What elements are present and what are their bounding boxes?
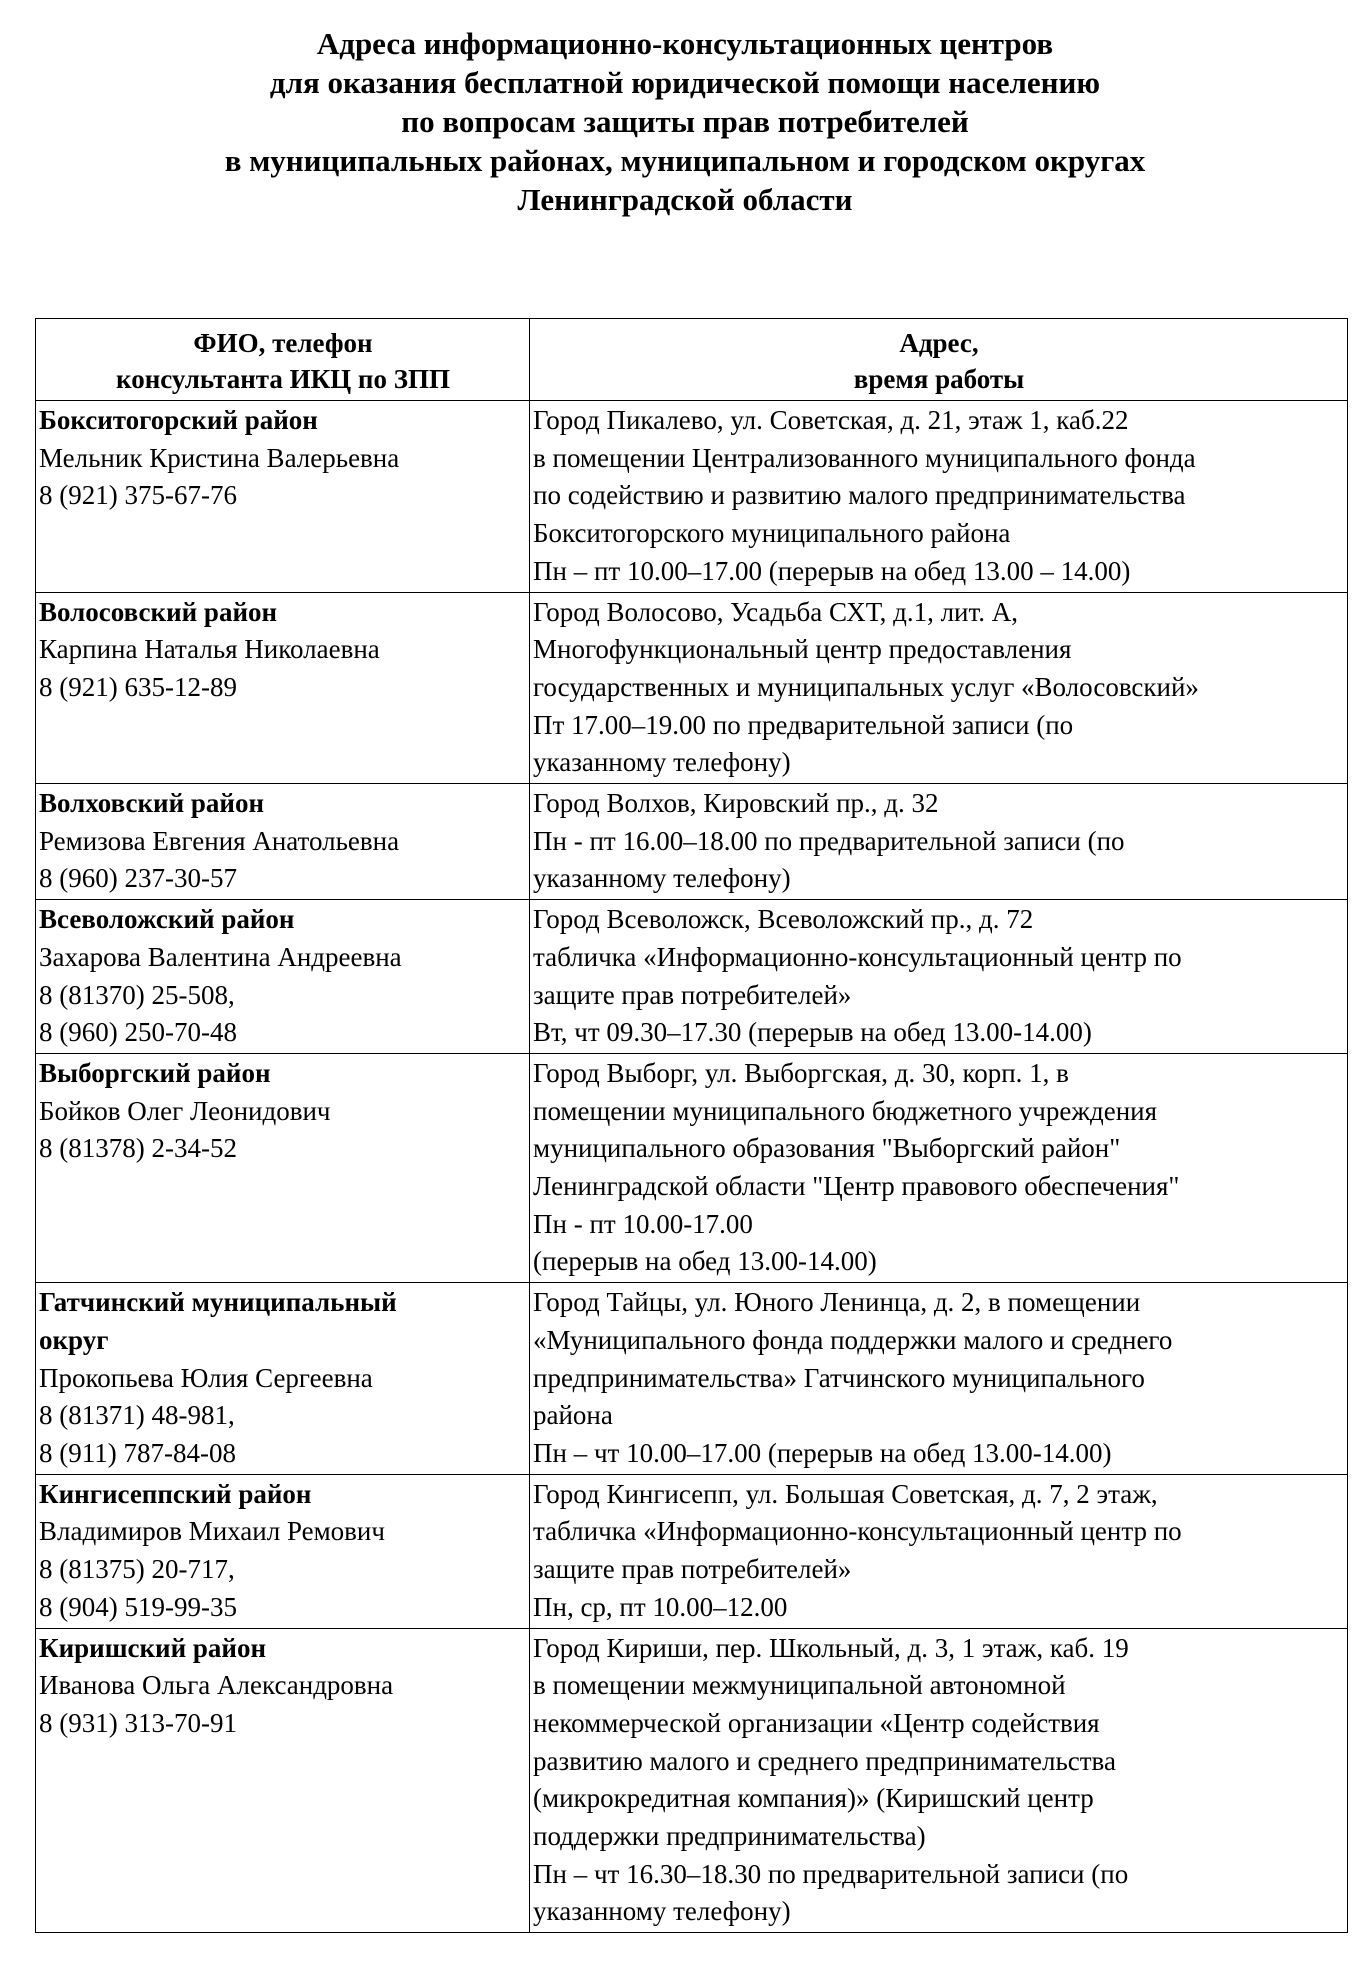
table-row [36, 1628, 1348, 1933]
address-line: указанному телефону) [533, 863, 791, 894]
header-line: время работы [853, 364, 1025, 394]
address-line: Город Кириши, пер. Школьный, д. 3, 1 этаж, каб. 19 [533, 1632, 1129, 1663]
consultant-phone: 8 (931) 313-70-91 [39, 1707, 237, 1738]
document-title [40, 24, 1330, 219]
table-row [36, 900, 1348, 1054]
title-line: по вопросам защиты прав потребителей [401, 104, 969, 139]
title-line: Ленинградской области [517, 182, 853, 217]
address-line: муниципального образования "Выборгский район" [533, 1133, 1121, 1164]
address-line: Город Волхов, Кировский пр., д. 32 [533, 788, 939, 819]
address-cell [530, 900, 1348, 1054]
address-cell [530, 592, 1348, 784]
consultant-cell [36, 1628, 530, 1933]
consultation-centers-table [35, 318, 1348, 1933]
title-line: Адреса информационно-консультационных центров [316, 26, 1054, 61]
address-line: защите прав потребителей» [533, 1554, 852, 1585]
consultant-cell [36, 900, 530, 1054]
address-line: района [533, 1400, 613, 1431]
consultant-phone: 8 (81371) 48-981, [39, 1400, 235, 1431]
address-cell [530, 1628, 1348, 1933]
address-line: в помещении Централизованного муниципального фонда [533, 442, 1196, 473]
consultant-phone: 8 (921) 375-67-76 [39, 480, 237, 511]
consultant-cell [36, 1283, 530, 1475]
address-line: поддержки предпринимательства) [533, 1821, 926, 1852]
address-cell [530, 784, 1348, 900]
consultant-name: Мельник Кристина Валерьевна [39, 442, 400, 473]
address-cell [530, 401, 1348, 593]
address-line: развитию малого и среднего предпринимательства [533, 1745, 1116, 1776]
table-row [36, 401, 1348, 593]
address-line: предпринимательства» Гатчинского муниципального [533, 1362, 1145, 1393]
address-line: Пн – чт 10.00–17.00 (перерыв на обед 13.00-14.00) [533, 1437, 1112, 1468]
address-line: в помещении межмуниципальной автономной [533, 1670, 1066, 1701]
address-line: некоммерческой организации «Центр содействия [533, 1707, 1100, 1738]
district-name: Кингисеппский район [39, 1478, 312, 1509]
header-address [530, 319, 1348, 401]
address-line: (перерыв на обед 13.00-14.00) [533, 1246, 877, 1277]
address-line: Пн - пт 10.00-17.00 [533, 1208, 753, 1239]
district-name: Волосовский район [39, 596, 278, 627]
address-line: Город Всеволожск, Всеволожский пр., д. 72 [533, 904, 1034, 935]
address-line: указанному телефону) [533, 1896, 791, 1927]
address-line: Город Тайцы, ул. Юного Ленинца, д. 2, в помещении [533, 1287, 1141, 1318]
consultant-phone: 8 (904) 519-99-35 [39, 1591, 237, 1622]
address-cell [530, 1053, 1348, 1282]
header-consultant [36, 319, 530, 401]
table-row [36, 784, 1348, 900]
district-name: Гатчинский муниципальный [39, 1287, 397, 1318]
title-line: для оказания бесплатной юридической помощи населению [269, 65, 1101, 100]
address-cell [530, 1474, 1348, 1628]
consultant-name: Бойков Олег Леонидович [39, 1095, 331, 1126]
district-name: Киришский район [39, 1632, 267, 1663]
header-line: Адрес, [899, 328, 979, 358]
consultant-phone: 8 (960) 237-30-57 [39, 863, 237, 894]
consultant-name: Карпина Наталья Николаевна [39, 634, 380, 665]
address-line: Пн – чт 16.30–18.30 по предварительной записи (по [533, 1858, 1129, 1889]
consultant-cell [36, 1474, 530, 1628]
table-row [36, 1053, 1348, 1282]
district-name: Выборгский район [39, 1057, 271, 1088]
address-line: Пн – пт 10.00–17.00 (перерыв на обед 13.00 – 14.00) [533, 555, 1131, 586]
address-line: Пн, ср, пт 10.00–12.00 [533, 1591, 788, 1622]
address-line: (микрокредитная компания)» (Киришский центр [533, 1783, 1094, 1814]
consultant-name: Иванова Ольга Александровна [39, 1670, 394, 1701]
address-line: Ленинградской области "Центр правового обеспечения" [533, 1171, 1180, 1202]
consultant-name: Ремизова Евгения Анатольевна [39, 825, 400, 856]
address-line: помещении муниципального бюджетного учреждения [533, 1095, 1158, 1126]
address-line: Город Волосово, Усадьба СХТ, д.1, лит. А, [533, 596, 1019, 627]
address-line: указанному телефону) [533, 747, 791, 778]
consultant-cell [36, 1053, 530, 1282]
consultant-phone: 8 (81378) 2-34-52 [39, 1133, 237, 1164]
district-name: Всеволожский район [39, 904, 295, 935]
address-line: Многофункциональный центр предоставления [533, 634, 1072, 665]
consultant-cell [36, 592, 530, 784]
address-line: по содействию и развитию малого предпринимательства [533, 480, 1186, 511]
address-line: государственных и муниципальных услуг «Волосовский» [533, 671, 1199, 702]
address-line: табличка «Информационно-консультационный центр по [533, 941, 1182, 972]
consultant-phone: 8 (911) 787-84-08 [39, 1437, 236, 1468]
address-cell [530, 1283, 1348, 1475]
consultant-cell [36, 401, 530, 593]
table-row [36, 1283, 1348, 1475]
consultant-phone: 8 (921) 635-12-89 [39, 671, 237, 702]
address-line: Город Выборг, ул. Выборгская, д. 30, корп. 1, в [533, 1057, 1069, 1088]
consultant-phone: 8 (960) 250-70-48 [39, 1017, 237, 1048]
address-line: Пт 17.00–19.00 по предварительной записи (по [533, 709, 1074, 740]
header-line: ФИО, телефон [193, 328, 373, 358]
consultant-name: Захарова Валентина Андреевна [39, 941, 402, 972]
address-line: Бокситогорского муниципального района [533, 518, 1011, 549]
district-name: Бокситогорский район [39, 405, 318, 435]
consultant-cell [36, 784, 530, 900]
address-line: Город Кингисепп, ул. Большая Советская, д. 7, 2 этаж, [533, 1478, 1158, 1509]
table-row [36, 592, 1348, 784]
address-line: защите прав потребителей» [533, 979, 852, 1010]
address-line: Пн - пт 16.00–18.00 по предварительной записи (по [533, 825, 1125, 856]
address-line: Вт, чт 09.30–17.30 (перерыв на обед 13.00-14.00) [533, 1017, 1092, 1048]
consultant-name: Прокопьева Юлия Сергеевна [39, 1362, 373, 1393]
table-row [36, 1474, 1348, 1628]
table-header-row [36, 319, 1348, 401]
consultant-name: Владимиров Михаил Ремович [39, 1516, 385, 1547]
district-name: Волховский район [39, 788, 265, 819]
consultant-phone: 8 (81370) 25-508, [39, 979, 235, 1010]
address-line: табличка «Информационно-консультационный центр по [533, 1516, 1182, 1547]
title-line: в муниципальных районах, муниципальном и городском округах [224, 143, 1146, 178]
district-name: округ [39, 1324, 109, 1355]
address-line: Город Пикалево, ул. Советская, д. 21, этаж 1, каб.22 [533, 405, 1129, 435]
header-line: консультанта ИКЦ по ЗПП [116, 364, 450, 394]
consultant-phone: 8 (81375) 20-717, [39, 1554, 235, 1585]
address-line: «Муниципального фонда поддержки малого и среднего [533, 1324, 1173, 1355]
